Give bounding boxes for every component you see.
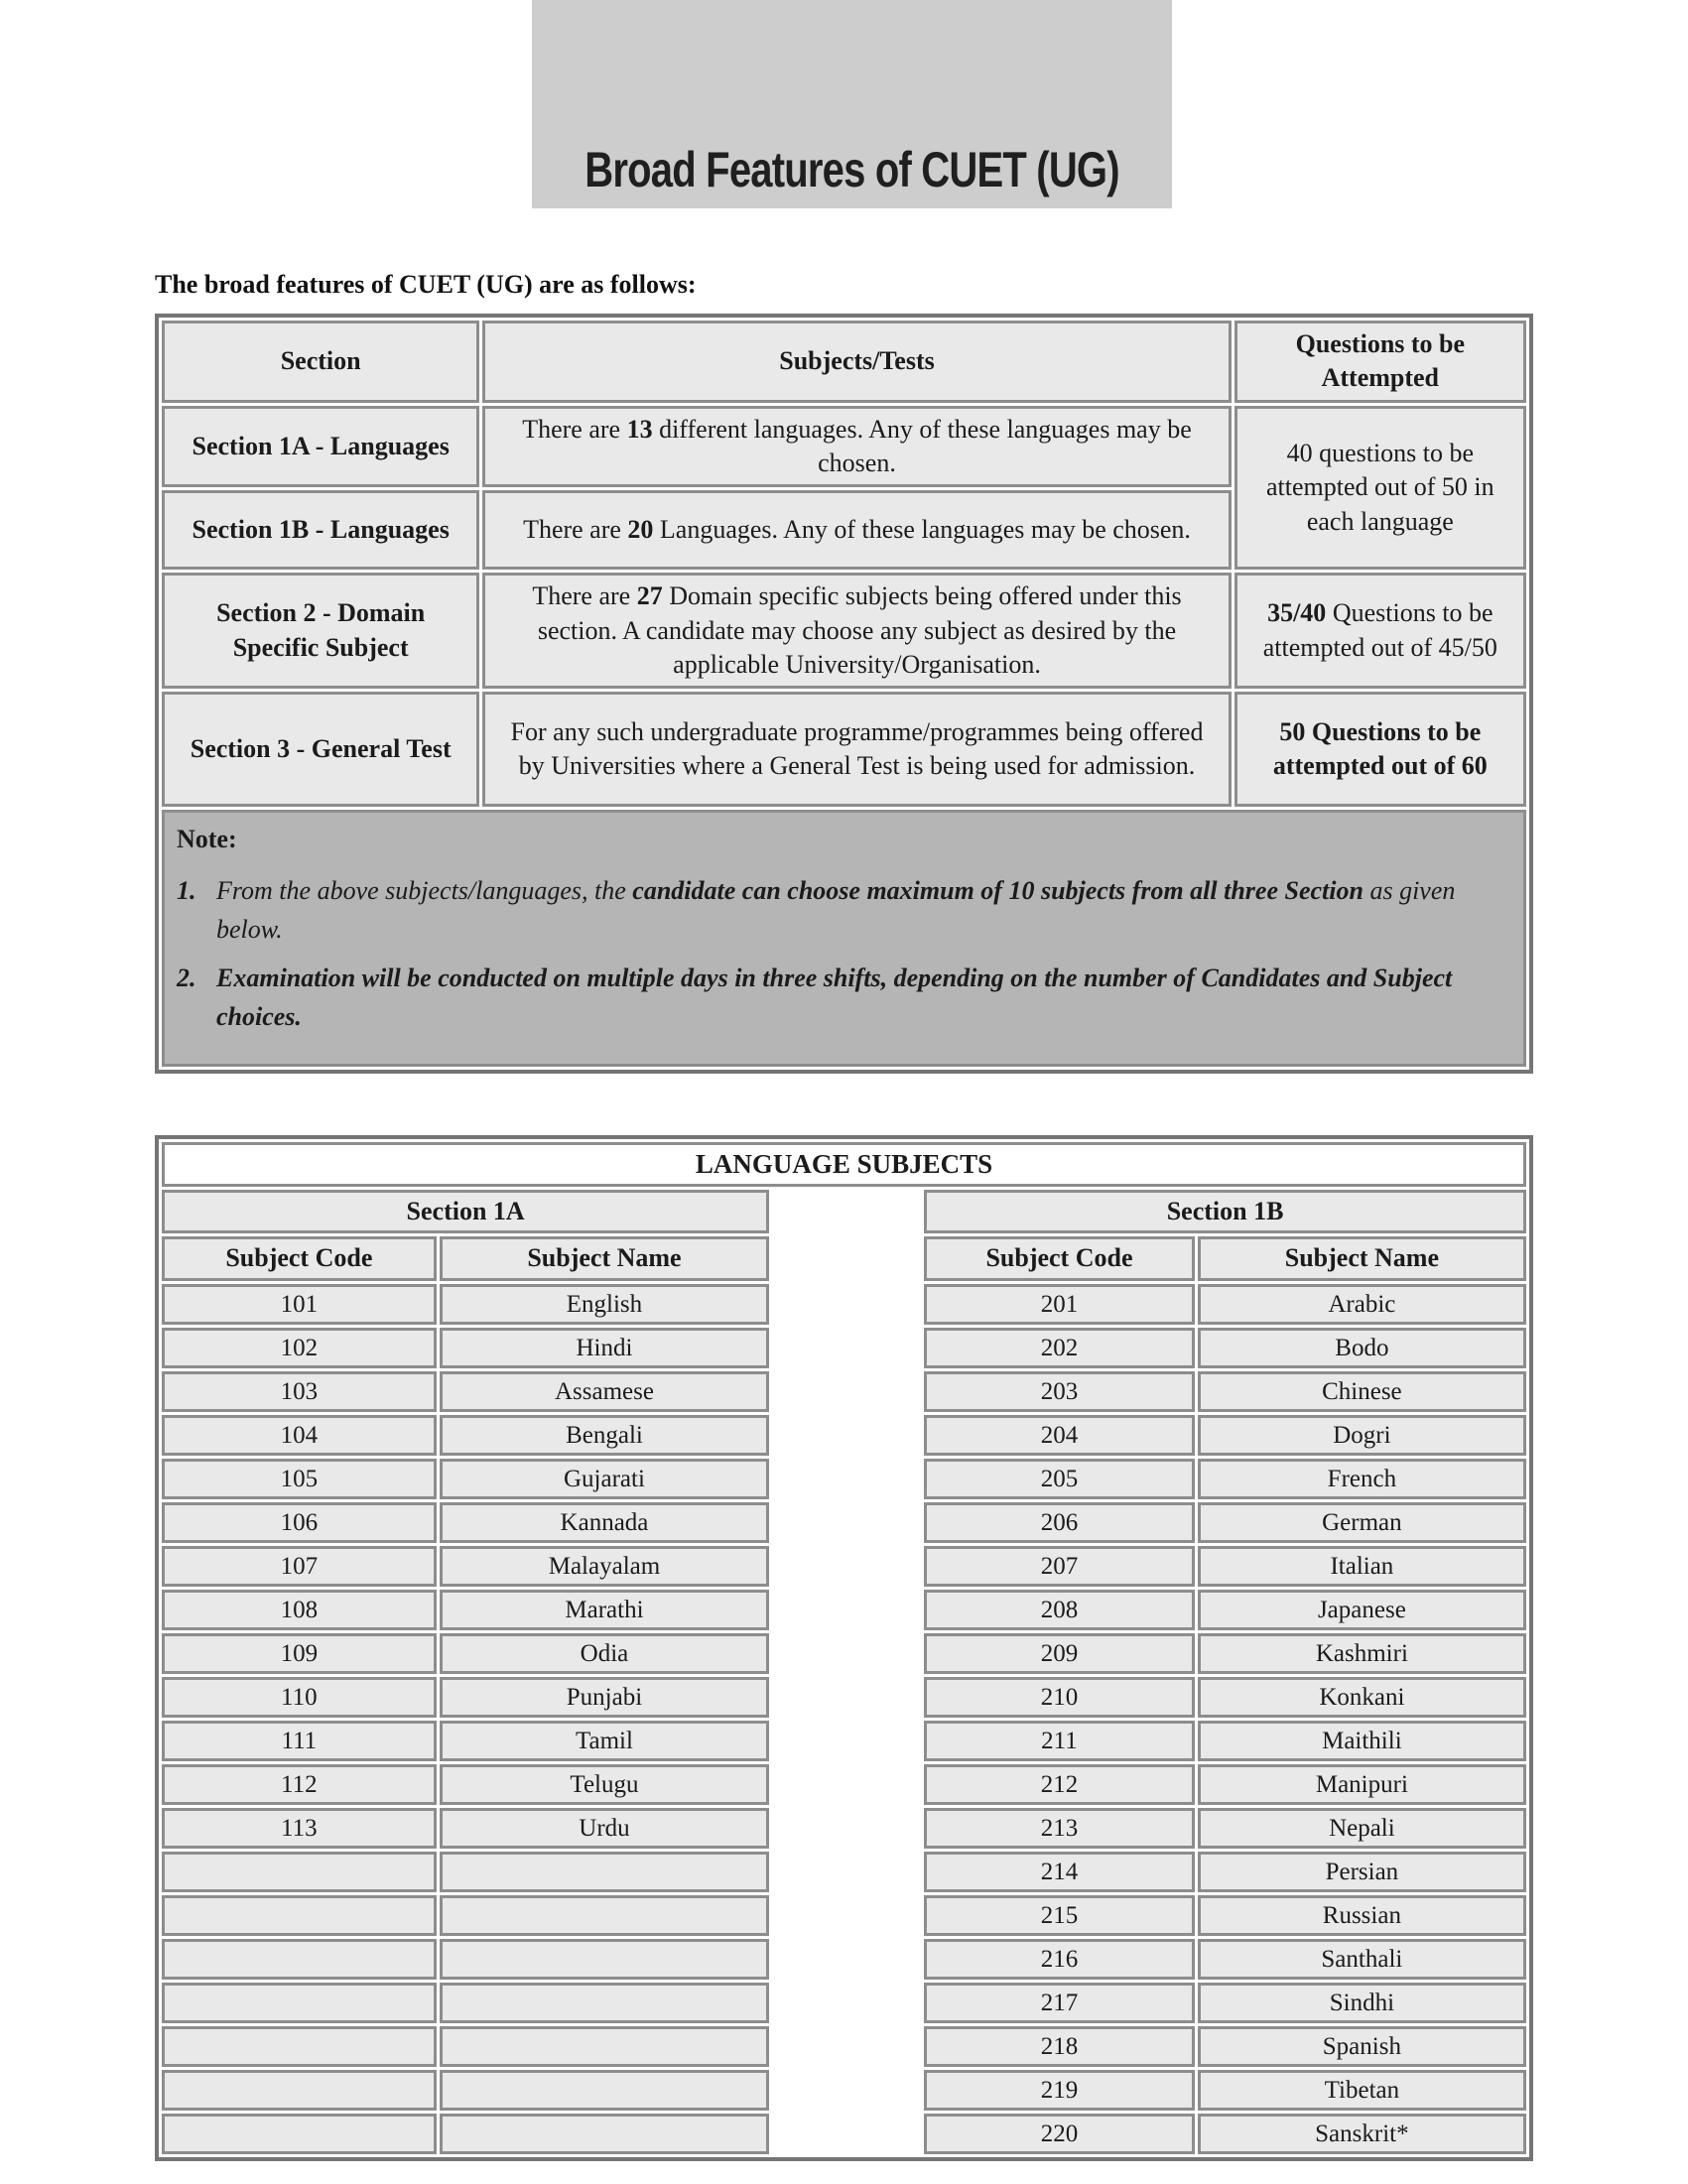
questions-domain-cell: 35/40 Questions to be attempted out of 45/50	[1234, 573, 1526, 689]
note-item-2: 2. Examination will be conducted on multiple days in three shifts, depending on the number of Candidates and Subject choices.	[177, 959, 1507, 1036]
note-item-1-number: 1.	[177, 875, 196, 905]
subject-name-cell-1a: Urdu	[440, 1808, 770, 1849]
section-1a-label: Section 1A - Languages	[162, 406, 479, 488]
col-header-code-1b: Subject Code	[924, 1236, 1195, 1280]
note-item-2-number: 2.	[177, 963, 196, 992]
title-banner	[532, 0, 1172, 208]
subject-code-cell-1b: 207	[924, 1546, 1195, 1587]
subject-name-cell-1a	[440, 2070, 770, 2111]
subject-name-cell-1b: Nepali	[1198, 1808, 1526, 1849]
subject-code-cell-1b: 219	[924, 2070, 1195, 2111]
subject-code-cell-1a: 113	[162, 1808, 437, 1849]
subject-code-cell-1a: 102	[162, 1328, 437, 1368]
subject-code-cell-1a	[162, 2070, 437, 2111]
col-header-subjects: Subjects/Tests	[482, 321, 1231, 403]
subject-code-cell-1b: 220	[924, 2114, 1195, 2154]
subject-code-cell-1b: 210	[924, 1677, 1195, 1718]
subject-code-cell-1b: 209	[924, 1633, 1195, 1674]
subject-code-cell-1b: 202	[924, 1328, 1195, 1368]
subject-name-cell-1a: English	[440, 1284, 770, 1325]
subject-code-cell-1b: 204	[924, 1415, 1195, 1456]
col-header-name-1a: Subject Name	[440, 1236, 770, 1280]
subject-code-cell-1a	[162, 1895, 437, 1936]
subject-name-cell-1b: Chinese	[1198, 1371, 1526, 1412]
subject-name-cell-1b: Santhali	[1198, 1939, 1526, 1980]
col-header-name-1b: Subject Name	[1198, 1236, 1526, 1280]
subject-code-cell-1a	[162, 2026, 437, 2067]
subject-name-cell-1a: Tamil	[440, 1721, 770, 1761]
subject-name-cell-1b: Konkani	[1198, 1677, 1526, 1718]
subject-name-cell-1b: Russian	[1198, 1895, 1526, 1936]
subject-code-cell-1b: 215	[924, 1895, 1195, 1936]
subject-name-cell-1a	[440, 1983, 770, 2023]
section-1b-label: Section 1B - Languages	[162, 490, 479, 570]
subject-code-cell-1a: 108	[162, 1590, 437, 1630]
subject-code-cell-1b: 205	[924, 1459, 1195, 1499]
subject-name-cell-1a	[440, 2026, 770, 2067]
subject-name-cell-1a: Marathi	[440, 1590, 770, 1630]
language-subjects-table	[155, 1135, 1533, 2161]
section-3-description: For any such undergraduate programme/programmes being offered by Universities where a General Test is being used for admission.	[482, 692, 1231, 807]
subject-code-cell-1a: 107	[162, 1546, 437, 1587]
subject-name-cell-1a	[440, 1852, 770, 1892]
features-header-row	[162, 321, 1526, 403]
subject-code-cell-1a	[162, 2114, 437, 2154]
section-2-label: Section 2 - Domain Specific Subject	[162, 573, 479, 689]
section-1a-header: Section 1A	[162, 1190, 769, 1233]
subject-code-cell-1a: 101	[162, 1284, 437, 1325]
subject-code-cell-1a: 105	[162, 1459, 437, 1499]
section-2-description: There are 27 Domain specific subjects being offered under this section. A candidate may choose any subject as desired by the applicable University/Organisation.	[482, 573, 1231, 689]
note-block	[162, 810, 1526, 1066]
subject-name-cell-1a	[440, 1895, 770, 1936]
language-subjects-title: LANGUAGE SUBJECTS	[162, 1142, 1526, 1188]
table-gap-column	[772, 1190, 921, 2154]
subject-name-cell-1b: French	[1198, 1459, 1526, 1499]
features-row-3	[162, 692, 1526, 807]
subject-name-cell-1b: Japanese	[1198, 1590, 1526, 1630]
subject-code-cell-1a: 104	[162, 1415, 437, 1456]
subject-name-cell-1b: Sindhi	[1198, 1983, 1526, 2023]
col-header-section: Section	[162, 321, 479, 403]
features-table	[155, 314, 1533, 1074]
subject-code-cell-1b: 216	[924, 1939, 1195, 1980]
subject-code-cell-1b: 213	[924, 1808, 1195, 1849]
subject-code-cell-1a: 106	[162, 1502, 437, 1543]
subject-name-cell-1a: Gujarati	[440, 1459, 770, 1499]
features-row-2	[162, 573, 1526, 689]
subject-name-cell-1b: Kashmiri	[1198, 1633, 1526, 1674]
subject-name-cell-1b: Bodo	[1198, 1328, 1526, 1368]
subject-name-cell-1b: Spanish	[1198, 2026, 1526, 2067]
subject-name-cell-1b: Italian	[1198, 1546, 1526, 1587]
subject-code-cell-1b: 206	[924, 1502, 1195, 1543]
page-content	[155, 270, 1533, 2161]
subject-code-cell-1a: 111	[162, 1721, 437, 1761]
subject-code-cell-1a	[162, 1852, 437, 1892]
subject-code-cell-1b: 212	[924, 1764, 1195, 1805]
language-section-header-row	[162, 1190, 1526, 1233]
subject-code-cell-1b: 211	[924, 1721, 1195, 1761]
subject-code-cell-1a: 110	[162, 1677, 437, 1718]
subject-name-cell-1b: Arabic	[1198, 1284, 1526, 1325]
col-header-questions: Questions to be Attempted	[1234, 321, 1526, 403]
subject-code-cell-1b: 214	[924, 1852, 1195, 1892]
subject-name-cell-1b: German	[1198, 1502, 1526, 1543]
language-subjects-title-row	[162, 1142, 1526, 1188]
subject-code-cell-1a	[162, 1939, 437, 1980]
note-item-1: 1. From the above subjects/languages, the candidate can choose maximum of 10 subjects from all three Section as given below.	[177, 871, 1507, 949]
section-1b-header: Section 1B	[924, 1190, 1526, 1233]
subject-name-cell-1a: Odia	[440, 1633, 770, 1674]
subject-name-cell-1a: Bengali	[440, 1415, 770, 1456]
page-title: Broad Features of CUET (UG)	[584, 142, 1119, 197]
subject-name-cell-1a	[440, 1939, 770, 1980]
note-row	[162, 810, 1526, 1066]
subject-name-cell-1a: Kannada	[440, 1502, 770, 1543]
subject-code-cell-1b: 217	[924, 1983, 1195, 2023]
subject-code-cell-1a	[162, 1983, 437, 2023]
col-header-code-1a: Subject Code	[162, 1236, 437, 1280]
questions-general-cell: 50 Questions to be attempted out of 60	[1234, 692, 1526, 807]
subject-code-cell-1b: 203	[924, 1371, 1195, 1412]
section-1a-description: There are 13 different languages. Any of these languages may be chosen.	[482, 406, 1231, 488]
section-1b-description: There are 20 Languages. Any of these languages may be chosen.	[482, 490, 1231, 570]
subject-name-cell-1b: Sanskrit*	[1198, 2114, 1526, 2154]
intro-text: The broad features of CUET (UG) are as follows:	[155, 270, 697, 299]
questions-languages-cell: 40 questions to be attempted out of 50 in each language	[1234, 406, 1526, 571]
subject-name-cell-1a: Hindi	[440, 1328, 770, 1368]
subject-code-cell-1b: 201	[924, 1284, 1195, 1325]
subject-code-cell-1a: 103	[162, 1371, 437, 1412]
subject-name-cell-1a: Punjabi	[440, 1677, 770, 1718]
subject-code-cell-1b: 208	[924, 1590, 1195, 1630]
subject-name-cell-1b: Tibetan	[1198, 2070, 1526, 2111]
subject-name-cell-1a: Telugu	[440, 1764, 770, 1805]
features-row-1a	[162, 406, 1526, 488]
subject-name-cell-1a: Malayalam	[440, 1546, 770, 1587]
note-label: Note:	[177, 825, 237, 854]
subject-code-cell-1a: 109	[162, 1633, 437, 1674]
subject-name-cell-1a: Assamese	[440, 1371, 770, 1412]
subject-name-cell-1a	[440, 2114, 770, 2154]
subject-code-cell-1b: 218	[924, 2026, 1195, 2067]
subject-name-cell-1b: Dogri	[1198, 1415, 1526, 1456]
subject-name-cell-1b: Persian	[1198, 1852, 1526, 1892]
section-3-label: Section 3 - General Test	[162, 692, 479, 807]
subject-name-cell-1b: Manipuri	[1198, 1764, 1526, 1805]
subject-code-cell-1a: 112	[162, 1764, 437, 1805]
subject-name-cell-1b: Maithili	[1198, 1721, 1526, 1761]
